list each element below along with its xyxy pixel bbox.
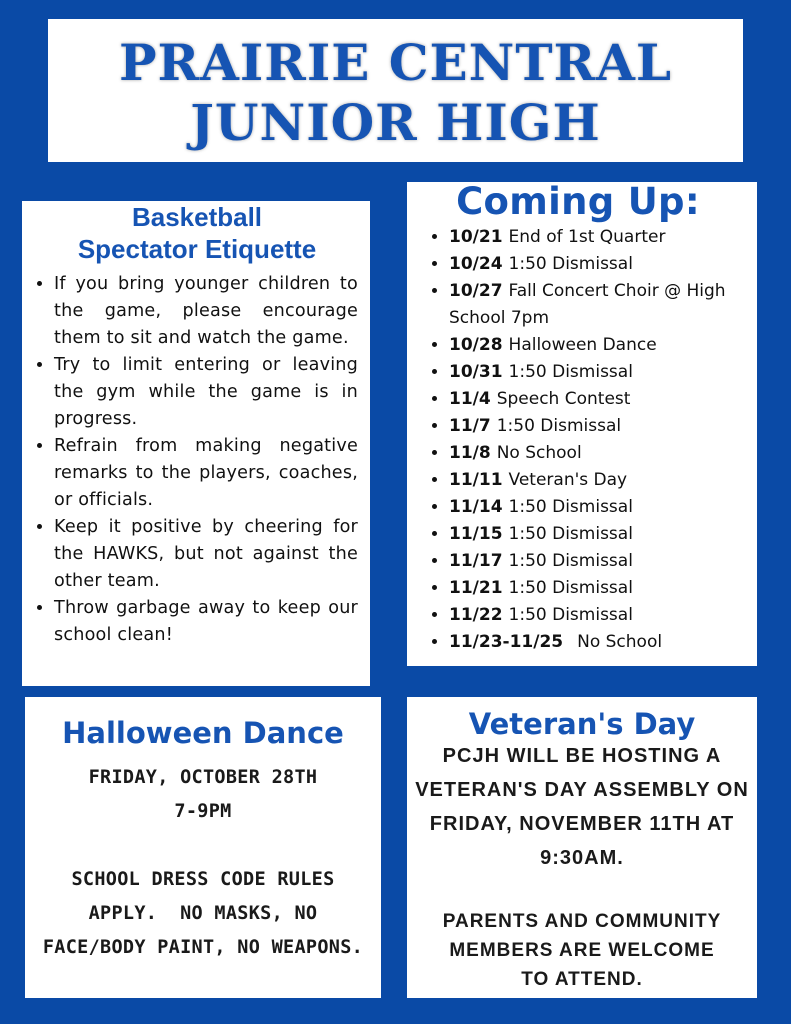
event-text: 1:50 Dismissal (508, 254, 633, 274)
event-date: 11/11 (449, 470, 503, 490)
event-item (449, 467, 747, 494)
event-text: 1:50 Dismissal (508, 578, 633, 598)
coming-up-panel (407, 182, 757, 666)
event-date: 11/21 (449, 578, 503, 598)
halloween-panel (25, 697, 381, 998)
halloween-rules-line-2: APPLY. NO MASKS, NO (88, 903, 318, 924)
event-item (449, 440, 747, 467)
event-date: 11/15 (449, 524, 503, 544)
etiquette-item: • Try to limit entering or leaving the gym while the game is in progress. (54, 352, 358, 433)
event-date: 11/4 (449, 389, 491, 409)
veterans-day-panel (407, 697, 757, 998)
event-text: 1:50 Dismissal (508, 362, 633, 382)
event-text: Veteran's Day (508, 470, 628, 490)
event-text: No School (496, 443, 582, 463)
event-text: 1:50 Dismissal (508, 524, 633, 544)
event-item (449, 575, 747, 602)
event-date: 11/23-11/25 (449, 632, 564, 652)
halloween-date: FRIDAY, OCTOBER 28TH (88, 767, 318, 788)
event-date: 11/8 (449, 443, 491, 463)
etiquette-list (36, 271, 358, 649)
event-item (449, 359, 747, 386)
event-text: No School (577, 632, 663, 652)
event-item (449, 251, 747, 278)
veterans-line-3: FRIDAY, NOVEMBER 11TH AT (429, 813, 735, 835)
veterans-line-2: VETERAN'S DAY ASSEMBLY ON (415, 779, 749, 801)
event-item (449, 224, 747, 251)
event-text: Halloween Dance (508, 335, 657, 355)
etiquette-heading-line-2: Spectator Etiquette (77, 234, 317, 264)
halloween-time: 7-9PM (174, 801, 232, 822)
title-line-1: PRAIRIE CENTRAL (118, 33, 673, 92)
etiquette-heading-line-1: Basketball (131, 202, 263, 232)
event-date: 10/28 (449, 335, 503, 355)
event-item (449, 548, 747, 575)
events-list (429, 224, 747, 656)
event-item (449, 602, 747, 629)
etiquette-item: • Refrain from making negative remarks to the players, coaches, or officials. (54, 433, 358, 514)
veterans-line-7: TO ATTEND. (521, 969, 643, 990)
event-item (449, 332, 747, 359)
halloween-heading: Halloween Dance (62, 716, 344, 750)
event-date: 10/24 (449, 254, 503, 274)
event-text: End of 1st Quarter (508, 227, 666, 247)
event-item (449, 494, 747, 521)
title-banner (48, 19, 743, 162)
halloween-rules-line-1: SCHOOL DRESS CODE RULES (71, 869, 335, 890)
event-date: 11/14 (449, 497, 503, 517)
etiquette-item: • Throw garbage away to keep our school clean! (54, 595, 358, 649)
coming-up-heading: Coming Up: (456, 180, 700, 223)
event-text: Fall Concert Choir @ High School 7pm (449, 281, 726, 328)
event-date: 10/21 (449, 227, 503, 247)
event-item (449, 278, 747, 332)
veterans-line-6: MEMBERS ARE WELCOME (449, 940, 715, 961)
event-text: Speech Contest (496, 389, 631, 409)
event-text: 1:50 Dismissal (496, 416, 622, 436)
event-date: 10/31 (449, 362, 503, 382)
event-item (449, 386, 747, 413)
event-text: 1:50 Dismissal (508, 605, 633, 625)
etiquette-item: • Keep it positive by cheering for the HAWKS, but not against the other team. (54, 514, 358, 595)
event-item (449, 521, 747, 548)
veterans-heading: Veteran's Day (468, 707, 696, 741)
event-item (449, 413, 747, 440)
halloween-rules-line-3: FACE/BODY PAINT, NO WEAPONS. (42, 937, 364, 958)
veterans-line-5: PARENTS AND COMMUNITY (442, 911, 722, 932)
event-item (449, 629, 747, 656)
event-date: 10/27 (449, 281, 503, 301)
etiquette-panel (22, 201, 370, 686)
etiquette-item: • If you bring younger children to the game, please encourage them to sit and watch the game. (54, 271, 358, 352)
event-text: 1:50 Dismissal (508, 497, 633, 517)
event-date: 11/17 (449, 551, 503, 571)
event-text: 1:50 Dismissal (508, 551, 633, 571)
veterans-line-4: 9:30AM. (540, 847, 624, 869)
title-line-2: JUNIOR HIGH (190, 93, 601, 152)
event-date: 11/22 (449, 605, 503, 625)
veterans-line-1: PCJH WILL BE HOSTING A (442, 745, 722, 767)
event-date: 11/7 (449, 416, 491, 436)
